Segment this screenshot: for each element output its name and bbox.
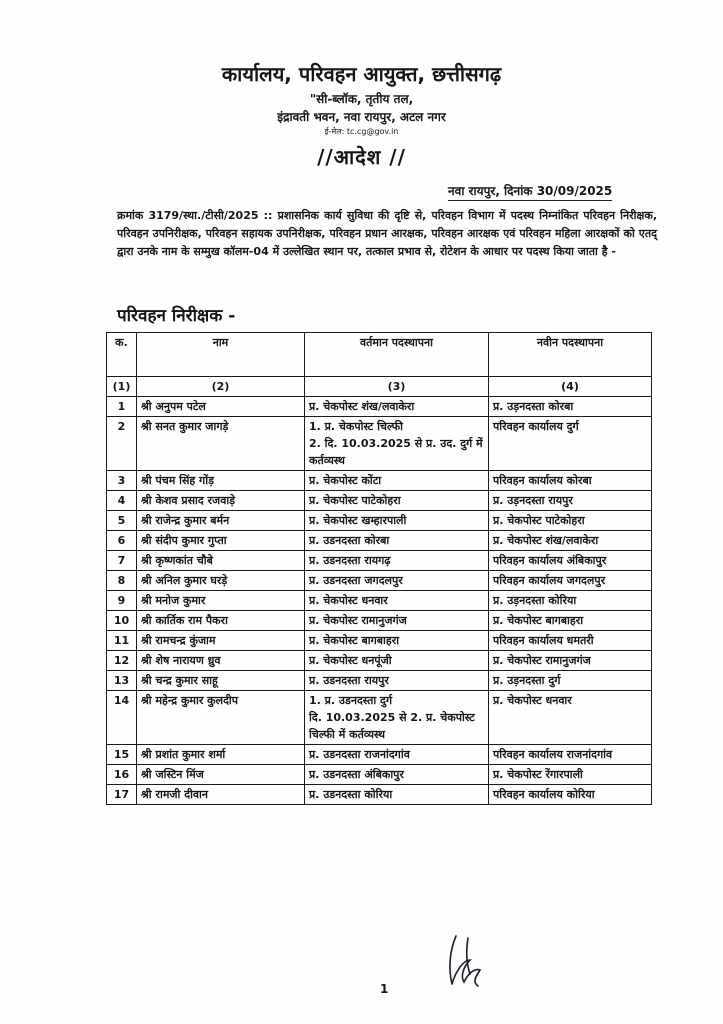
table-row xyxy=(107,471,652,491)
row-current-posting: प्र. उडनदस्ता राजनांदगांव xyxy=(305,745,489,765)
row-name: श्री पंचम सिंह गोंड़ xyxy=(137,471,305,491)
column-index: (3) xyxy=(305,377,489,397)
table-row xyxy=(107,571,652,591)
row-new-posting: प्र. चेकपोस्ट रेंगारपाली xyxy=(489,765,652,785)
column-index: (1) xyxy=(107,377,137,397)
row-current-posting: प्र. उडनदस्ता कोरबा xyxy=(305,531,489,551)
order-paragraph: क्रमांक 3179/स्था./टीसी/2025 :: प्रशासनिक कार्य सुविधा की दृष्टि से, परिवहन विभाग में पदस्थ निम्नांकित परिवहन निरीक्षक, परिवहन उपनिरीक्षक, परिवहन सहायक उपनिरीक्षक, परिवहन प्रधान आरक्षक, परिवहन आरक्षक एवं परिवहन महिला आरक्षकों को एतद् द्वारा उनके नाम के सम्मुख कॉलम-04 में उल्लेखित स्थान पर, तत्काल प्रभाव से, रोटेशन के आधार पर पदस्थ किया जाता है - xyxy=(117,209,657,258)
table-row xyxy=(107,491,652,511)
row-serial: 13 xyxy=(107,671,137,691)
table-row xyxy=(107,531,652,551)
section-heading: परिवहन निरीक्षक - xyxy=(117,306,236,326)
place-date: नवा रायपुर, दिनांक 30/09/2025 xyxy=(448,182,612,201)
row-name: श्री जस्टिन मिंज xyxy=(137,765,305,785)
column-header-name: नाम xyxy=(137,333,305,377)
table-row xyxy=(107,397,652,417)
row-current-posting: प्र. चेकपोस्ट कोंटा xyxy=(305,471,489,491)
row-current-posting: प्र. चेकपोस्ट रामानुजगंज xyxy=(305,611,489,631)
table-row xyxy=(107,671,652,691)
row-serial: 17 xyxy=(107,785,137,805)
row-name: श्री कृष्णकांत चौबे xyxy=(137,551,305,571)
table-header-row xyxy=(107,333,652,377)
table-row xyxy=(107,631,652,651)
email-line: ई-मेल: tc.cg@gov.in xyxy=(324,127,399,136)
table-body xyxy=(107,397,652,805)
row-name: श्री चन्द्र कुमार साहू xyxy=(137,671,305,691)
address-line-2: इंद्रावती भवन, नवा रायपुर, अटल नगर xyxy=(277,110,446,124)
row-current-posting: 1. प्र. चेकपोस्ट चिल्फी 2. दि. 10.03.2025 से प्र. उद. दुर्ग में कर्तव्यस्थ xyxy=(305,417,489,471)
row-serial: 9 xyxy=(107,591,137,611)
order-title: //आदेश // xyxy=(317,145,406,169)
table-row xyxy=(107,417,652,471)
row-new-posting: प्र. उड़नदस्ता कोरिया xyxy=(489,591,652,611)
signature xyxy=(442,930,486,990)
row-name: श्री राजेन्द्र कुमार बर्मन xyxy=(137,511,305,531)
row-current-posting: प्र. चेकपोस्ट पाटेकोहरा xyxy=(305,491,489,511)
row-name: श्री प्रशांत कुमार शर्मा xyxy=(137,745,305,765)
row-serial: 5 xyxy=(107,511,137,531)
row-serial: 14 xyxy=(107,691,137,745)
column-header-serial: क. xyxy=(107,333,137,377)
row-serial: 4 xyxy=(107,491,137,511)
row-serial: 8 xyxy=(107,571,137,591)
row-new-posting: प्र. उड़नदस्ता कोरबा xyxy=(489,397,652,417)
table-row xyxy=(107,551,652,571)
row-new-posting: प्र. चेकपोस्ट शंख/लवाकेरा xyxy=(489,531,652,551)
row-name: श्री केशव प्रसाद रजवाड़े xyxy=(137,491,305,511)
column-header-new-posting: नवीन पदस्थापना xyxy=(489,333,652,377)
row-current-posting: प्र. चेकपोस्ट धनवार xyxy=(305,591,489,611)
table-row xyxy=(107,765,652,785)
row-name: श्री अनुपम पटेल xyxy=(137,397,305,417)
row-current-posting: प्र. उडनदस्ता कोरिया xyxy=(305,785,489,805)
row-current-posting: प्र. उडनदस्ता जगदलपुर xyxy=(305,571,489,591)
row-serial: 10 xyxy=(107,611,137,631)
row-serial: 7 xyxy=(107,551,137,571)
row-new-posting: प्र. चेकपोस्ट पाटेकोहरा xyxy=(489,511,652,531)
row-new-posting: परिवहन कार्यालय कोरबा xyxy=(489,471,652,491)
row-current-posting: प्र. चेकपोस्ट धनपूंजी xyxy=(305,651,489,671)
page-number: 1 xyxy=(380,982,389,996)
table-row xyxy=(107,785,652,805)
table-row xyxy=(107,591,652,611)
row-serial: 16 xyxy=(107,765,137,785)
row-serial: 6 xyxy=(107,531,137,551)
row-new-posting: प्र. चेकपोस्ट रामानुजगंज xyxy=(489,651,652,671)
row-name: श्री सनत कुमार जागड़े xyxy=(137,417,305,471)
row-current-posting: प्र. उडनदस्ता अंबिकापुर xyxy=(305,765,489,785)
row-name: श्री संदीप कुमार गुप्ता xyxy=(137,531,305,551)
table-row xyxy=(107,611,652,631)
column-index: (2) xyxy=(137,377,305,397)
row-new-posting: परिवहन कार्यालय राजनांदगांव xyxy=(489,745,652,765)
row-name: श्री मनोज कुमार xyxy=(137,591,305,611)
row-new-posting: प्र. चेकपोस्ट बागबाहरा xyxy=(489,611,652,631)
column-index: (4) xyxy=(489,377,652,397)
row-new-posting: परिवहन कार्यालय जगदलपुर xyxy=(489,571,652,591)
row-serial: 1 xyxy=(107,397,137,417)
row-name: श्री रामजी दीवान xyxy=(137,785,305,805)
row-name: श्री कार्तिक राम पैकरा xyxy=(137,611,305,631)
row-serial: 11 xyxy=(107,631,137,651)
row-name: श्री रामचन्द्र कुंजाम xyxy=(137,631,305,651)
address-line-1: "सी-ब्लॉक, तृतीय तल, xyxy=(309,92,414,106)
row-new-posting: प्र. उड़नदस्ता दुर्ग xyxy=(489,671,652,691)
row-serial: 3 xyxy=(107,471,137,491)
column-header-current-posting: वर्तमान पदस्थापना xyxy=(305,333,489,377)
row-serial: 12 xyxy=(107,651,137,671)
row-name: श्री महेन्द्र कुमार कुलदीप xyxy=(137,691,305,745)
row-name: श्री शेष नारायण ध्रुव xyxy=(137,651,305,671)
table-row xyxy=(107,651,652,671)
row-serial: 2 xyxy=(107,417,137,471)
table-index-row xyxy=(107,377,652,397)
table-row xyxy=(107,691,652,745)
row-current-posting: प्र. उडनदस्ता रायगढ़ xyxy=(305,551,489,571)
row-current-posting: प्र. चेकपोस्ट बागबाहरा xyxy=(305,631,489,651)
row-current-posting: 1. प्र. उडनदस्ता दुर्ग दि. 10.03.2025 से 2. प्र. चेकपोस्ट चिल्फी में कर्तव्यस्थ xyxy=(305,691,489,745)
row-current-posting: प्र. चेकपोस्ट शंख/लवाकेरा xyxy=(305,397,489,417)
transfer-table xyxy=(106,332,652,805)
row-new-posting: परिवहन कार्यालय दुर्ग xyxy=(489,417,652,471)
table-row xyxy=(107,745,652,765)
row-current-posting: प्र. चेकपोस्ट खम्हारपाली xyxy=(305,511,489,531)
table-row xyxy=(107,511,652,531)
office-title: कार्यालय, परिवहन आयुक्त, छत्तीसगढ़ xyxy=(221,62,502,86)
row-serial: 15 xyxy=(107,745,137,765)
row-current-posting: प्र. उडनदस्ता रायपुर xyxy=(305,671,489,691)
row-new-posting: परिवहन कार्यालय कोरिया xyxy=(489,785,652,805)
row-new-posting: प्र. चेकपोस्ट धनवार xyxy=(489,691,652,745)
row-new-posting: परिवहन कार्यालय धमतरी xyxy=(489,631,652,651)
row-new-posting: प्र. उड़नदस्ता रायपुर xyxy=(489,491,652,511)
row-name: श्री अनिल कुमार घरड़े xyxy=(137,571,305,591)
row-new-posting: परिवहन कार्यालय अंबिकापुर xyxy=(489,551,652,571)
